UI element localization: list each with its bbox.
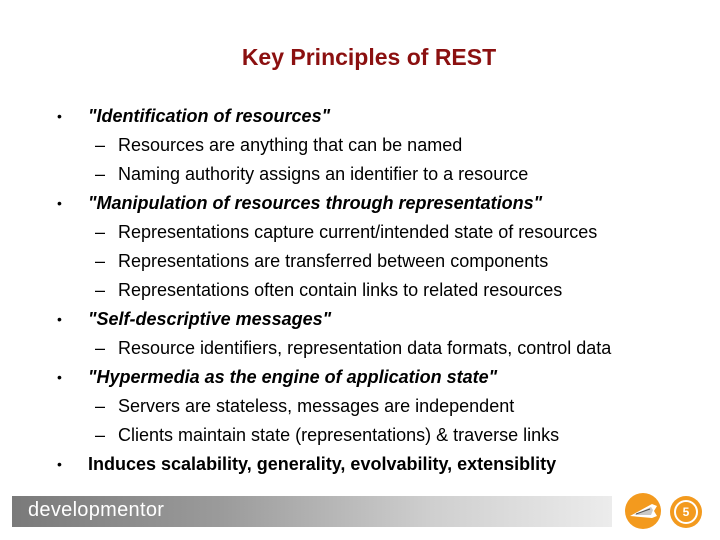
sub-bullet-text: Resource identifiers, representation data formats, control data <box>118 338 612 358</box>
bullet-dot-icon: • <box>57 195 62 211</box>
sub-bullet-text: Resources are anything that can be named <box>118 135 463 155</box>
dash-icon: – <box>95 396 106 416</box>
page-number-badge <box>670 496 702 528</box>
sub-bullet-text: Representations often contain links to related resources <box>118 280 563 300</box>
bullet-item <box>57 305 707 334</box>
sub-bullet-text: Naming authority assigns an identifier to a resource <box>118 164 529 184</box>
footer-bar <box>12 496 612 527</box>
bullet-item <box>57 102 707 131</box>
bullet-item <box>57 450 707 479</box>
footer-brand: developmentor <box>28 499 165 521</box>
sub-bullet-item <box>57 276 707 305</box>
sub-bullet-item <box>57 421 707 450</box>
dash-icon: – <box>95 222 106 242</box>
dash-icon: – <box>95 135 106 155</box>
bullet-text: "Identification of resources" <box>88 106 331 126</box>
dash-icon: – <box>95 280 106 300</box>
sub-bullet-item <box>57 160 707 189</box>
sub-bullet-text: Representations are transferred between components <box>118 251 549 271</box>
dash-icon: – <box>95 425 106 445</box>
bullet-item <box>57 189 707 218</box>
bullet-text: "Hypermedia as the engine of application state" <box>88 367 498 387</box>
sub-bullet-item <box>57 218 707 247</box>
sub-bullet-item <box>57 334 707 363</box>
bullet-dot-icon: • <box>57 108 62 124</box>
dash-icon: – <box>95 338 106 358</box>
sub-bullet-item <box>57 247 707 276</box>
sub-bullet-text: Representations capture current/intended state of resources <box>118 222 598 242</box>
bullet-text: "Self-descriptive messages" <box>88 309 332 329</box>
slide-title: Key Principles of REST <box>241 44 497 70</box>
developmentor-arrow-logo-icon <box>624 492 662 530</box>
sub-bullet-item <box>57 392 707 421</box>
bullet-text: Induces scalability, generality, evolvability, extensiblity <box>88 454 557 474</box>
bullet-dot-icon: • <box>57 369 62 385</box>
dash-icon: – <box>95 251 106 271</box>
bullet-item <box>57 363 707 392</box>
bullet-list <box>57 102 707 479</box>
sub-bullet-text: Servers are stateless, messages are independent <box>118 396 515 416</box>
bullet-dot-icon: • <box>57 311 62 327</box>
sub-bullet-text: Clients maintain state (representations) & traverse links <box>118 425 560 445</box>
dash-icon: – <box>95 164 106 184</box>
bullet-text: "Manipulation of resources through representations" <box>88 193 543 213</box>
page-number: 5 <box>674 500 698 524</box>
bullet-dot-icon: • <box>57 456 62 472</box>
sub-bullet-item <box>57 131 707 160</box>
